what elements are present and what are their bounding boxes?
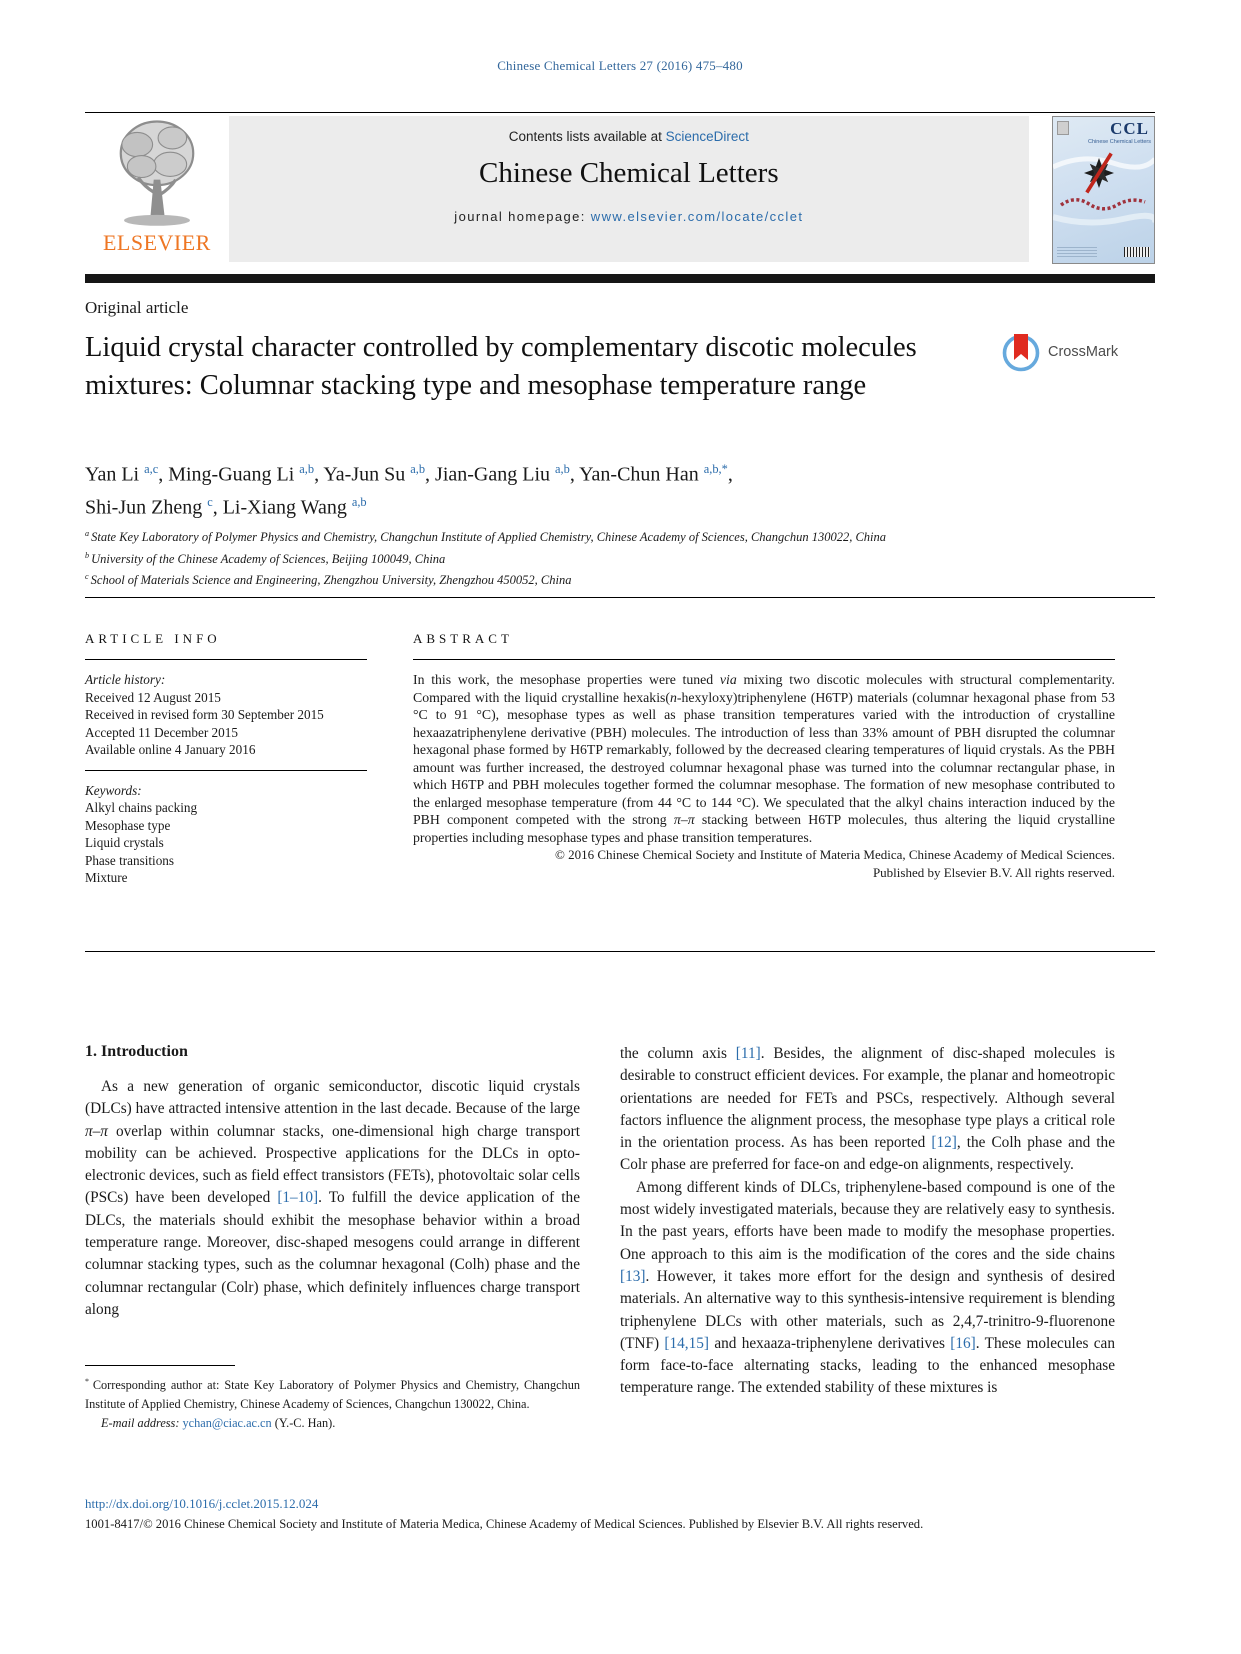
elsevier-tree-icon <box>102 116 212 228</box>
body-paragraph <box>620 1043 1115 1177</box>
email-link[interactable]: ychan@ciac.ac.cn <box>182 1416 272 1431</box>
text-segment: via <box>719 672 737 687</box>
history-item: Received in revised form 30 September 2015 <box>85 707 324 722</box>
text-segment: , Yan-Chun Han <box>569 463 704 486</box>
text-segment: Shi-Jun Zheng <box>85 496 208 519</box>
text-segment: -hexyloxy)triphenylene (H6TP) materials (columnar hexagonal phase from 53 °C to 91 °C), mesophase types as well as phase transition temperatures varied with the introduction of crystalline hexaazatriphenylene derivative (PBH) molecules. The introduction of less than 33% amount of PBH disrupted the columnar hexagonal phase formed by H6TP remarkably, followed by the decreased clearing temperatures of liquid crystals. As the PBH amount was further increased, the destroyed columnar hexagonal phase was turned into the columnar rectangular phase, in which H6TP and PBH molecules together formed the columnar mesophase. The formation of new mesophase contributed to the enlarged mesophase temperature (from 44 °C to 144 °C). We speculated that the alkyl chains interaction induced by the PBH component competed with the strong <box>413 689 1115 827</box>
footnote-divider <box>85 1365 235 1366</box>
history-item: Accepted 11 December 2015 <box>85 724 238 740</box>
author-list <box>85 456 1155 521</box>
body-paragraph <box>85 1076 580 1321</box>
cover-barcode <box>1124 247 1150 257</box>
authors-line <box>85 489 1155 522</box>
text-segment: , Ya-Jun Su <box>314 463 411 486</box>
text-segment: State Key Laboratory of Polymer Physics and Chemistry, Changchun Institute of Applied Chemistry, Chinese Academy of Sciences, Changchun 130022, China <box>91 530 887 545</box>
text-segment: a,b,* <box>703 462 728 476</box>
text-segment: and hexaaza-triphenylene derivatives <box>709 1334 951 1352</box>
journal-cover-thumbnail[interactable] <box>1052 116 1155 264</box>
text-segment: School of Materials Science and Engineering, Zhengzhou University, Zhengzhou 450052, China <box>90 573 572 588</box>
divider <box>85 112 1155 113</box>
text-segment: , Ming-Guang Li <box>158 463 300 486</box>
elsevier-wordmark: ELSEVIER <box>102 230 211 255</box>
journal-title: Chinese Chemical Letters <box>479 157 779 189</box>
keyword-item: Mixture <box>85 870 128 885</box>
text-segment: , <box>727 463 733 486</box>
crossmark-badge[interactable] <box>1000 331 1160 373</box>
copyright-line: © 2016 Chinese Chemical Society and Institute of Materia Medica, Chinese Academy of Medical Sciences. <box>554 847 1115 862</box>
text-segment: a,b <box>351 494 367 509</box>
abstract-header: ABSTRACT <box>413 631 1115 660</box>
inline-link[interactable]: [16] <box>950 1334 976 1352</box>
text-segment: . To fulfill the device application of the DLCs, the materials should exhibit the mesophase behavior within a broad temperature range. Moreover, disc-shaped mesogens could arrange in different columnar stacking types, such as the columnar hexagonal (Colh) phase and the columnar rectangular (Colr) phase, which definitely influences charge transport along <box>85 1189 580 1318</box>
keyword-item: Alkyl chains packing <box>85 800 198 815</box>
keywords-list <box>85 799 367 887</box>
cover-text-block <box>1057 247 1097 257</box>
inline-link[interactable]: [14,15] <box>664 1334 710 1352</box>
keywords-block <box>85 770 367 887</box>
article-info-column <box>85 631 367 887</box>
journal-banner <box>229 116 1029 262</box>
text-segment: Corresponding author at: State Key Laboratory of Polymer Physics and Chemistry, Changchun Institute of Applied Chemistry, Chinese Academy of Sciences, Changchun 130022, China. <box>85 1378 580 1411</box>
text-segment: c <box>85 572 91 582</box>
body-paragraph <box>620 1177 1115 1400</box>
text-segment: mixing two discotic molecules with structural complementarity. Compared with the liquid crystalline hexakis( <box>413 672 1116 705</box>
journal-citation: Chinese Chemical Letters 27 (2016) 475–480 <box>497 58 743 73</box>
text-segment: In this work, the mesophase properties were tuned <box>413 672 720 687</box>
history-item: Received 12 August 2015 <box>85 689 221 705</box>
text-segment: E-mail address: <box>101 1416 183 1431</box>
copyright-line: Published by Elsevier B.V. All rights reserved. <box>872 864 1115 880</box>
text-segment: . However, it takes more effort for the design and synthesis of desired materials. An alternative way to this synthesis-intensive requirement is blending triphenylene DLCs with other materials, such as 2,4,7-trinitro-9-fluorenone (TNF) <box>620 1267 1115 1352</box>
text-segment: * <box>85 1377 93 1387</box>
article-title: Liquid crystal character controlled by complementary discotic molecules mixtures: Columnar stacking type and mesophase temperature range <box>85 332 917 401</box>
homepage-text: journal homepage: <box>454 209 591 224</box>
contents-text: Contents lists available at <box>508 129 666 144</box>
inline-link[interactable]: [11] <box>735 1045 761 1062</box>
abstract-text <box>413 671 1115 846</box>
text-segment: . Besides, the alignment of disc-shaped molecules is desirable to construct efficient devices. For example, the planar and homeotropic orientations are needed for FETs and PSCs, respectively. Although several factors influence the alignment process, the mesophase type plays a critical role in the orientation process. As has been reported <box>620 1045 1115 1152</box>
text-segment: the column axis <box>620 1045 736 1062</box>
text-segment: overlap within columnar stacks, one-dimensional high charge transport mobility can be achieved. Prospective applications for the DLCs in opto-electronic devices, such as field effect transistors (FETs), photovoltaic solar cells (PSCs) have been developed <box>85 1122 580 1207</box>
affiliation <box>85 525 1155 547</box>
contents-line <box>229 116 1029 144</box>
text-segment: a,c <box>144 462 159 476</box>
affiliation <box>85 547 1155 569</box>
crossmark-icon <box>1000 331 1042 373</box>
page-footer <box>85 1496 1155 1532</box>
affiliations <box>85 525 1155 590</box>
text-segment: University of the Chinese Academy of Sciences, Beijing 100049, China <box>91 551 446 566</box>
article-type-label: Original article <box>85 298 189 317</box>
text-segment: π–π <box>673 812 695 827</box>
homepage-line <box>229 209 1029 224</box>
history-list <box>85 689 367 759</box>
text-segment: , the Colh phase and the Colr phase are preferred for face-on and edge-on alignments, respectively. <box>620 1134 1115 1174</box>
body-column-right <box>620 1043 1115 1433</box>
keywords-label: Keywords: <box>85 782 142 798</box>
journal-homepage-link[interactable]: www.elsevier.com/locate/cclet <box>590 209 804 224</box>
text-segment: a,b <box>410 462 426 476</box>
authors-line <box>85 456 1155 489</box>
article-info-header: ARTICLE INFO <box>85 631 367 660</box>
text-segment: stacking between H6TP molecules, thus altering the liquid crystalline properties including mesophase types and phase transition temperatures. <box>413 812 1115 845</box>
text-segment: Yan Li <box>85 463 145 486</box>
text-segment: , Li-Xiang Wang <box>212 496 352 519</box>
divider <box>85 597 1155 598</box>
text-segment: n <box>670 689 677 705</box>
affiliation <box>85 568 1155 590</box>
keyword-item: Mesophase type <box>85 817 171 833</box>
cover-publisher-mark <box>1057 121 1069 135</box>
text-segment: . These molecules can form face-to-face alternating stacks, leading to the enhanced mesophase temperature range. The extended stability of these mixtures is <box>620 1334 1115 1397</box>
footnote-block <box>85 1365 580 1433</box>
section-heading: 1. Introduction <box>85 1043 188 1060</box>
sciencedirect-link[interactable]: ScienceDirect <box>665 129 749 144</box>
email-note <box>85 1414 580 1433</box>
text-segment: a <box>85 529 92 538</box>
keyword-item: Liquid crystals <box>85 835 164 850</box>
info-abstract-section <box>85 631 1155 887</box>
text-segment: c <box>207 494 213 509</box>
crossmark-label: CrossMark <box>1048 344 1119 360</box>
inline-link[interactable]: [12] <box>931 1134 957 1152</box>
article-body <box>85 1043 1155 1433</box>
text-segment: Among different kinds of DLCs, triphenylene-based compound is one of the most widely investigated materials, because they are relatively easy to synthesis. In the past years, efforts have been made to modify the mesophase properties. One approach to this aim is the modification of the cores and the side chains <box>620 1178 1115 1263</box>
abstract-copyright <box>413 846 1115 881</box>
text-segment: As a new generation of organic semiconductor, discotic liquid crystals (DLCs) have attracted intensive attention in the last decade. Because of the large <box>85 1078 580 1118</box>
black-divider-bar <box>85 274 1155 283</box>
divider <box>85 951 1155 952</box>
elsevier-logo[interactable] <box>85 116 229 264</box>
corresponding-author-note <box>85 1373 580 1413</box>
history-item: Available online 4 January 2016 <box>85 742 256 757</box>
text-segment: a,b <box>299 462 315 476</box>
masthead <box>85 116 1155 264</box>
text-segment: b <box>85 550 92 560</box>
text-segment: π–π <box>85 1122 108 1140</box>
keyword-item: Phase transitions <box>85 852 175 868</box>
history-label: Article history: <box>85 672 166 687</box>
inline-link[interactable]: [13] <box>620 1267 646 1285</box>
issn-copyright-line: 1001-8417/© 2016 Chinese Chemical Society and Institute of Materia Medica, Chinese Academy of Medical Sciences. Published by Elsevier B.V. All rights reserved. <box>85 1517 924 1531</box>
cover-artwork <box>1053 147 1155 237</box>
doi-link[interactable]: http://dx.doi.org/10.1016/j.cclet.2015.12.024 <box>85 1496 319 1511</box>
body-column-left <box>85 1043 580 1433</box>
abstract-column <box>413 631 1115 887</box>
cover-journal-abbr: CCL <box>1110 119 1149 138</box>
text-segment: , Jian-Gang Liu <box>425 463 556 486</box>
cover-journal-subtitle: Chinese Chemical Letters <box>1088 139 1151 145</box>
inline-link[interactable]: [1–10] <box>277 1189 319 1207</box>
text-segment: (Y.-C. Han). <box>271 1416 336 1431</box>
text-segment: a,b <box>555 462 570 476</box>
